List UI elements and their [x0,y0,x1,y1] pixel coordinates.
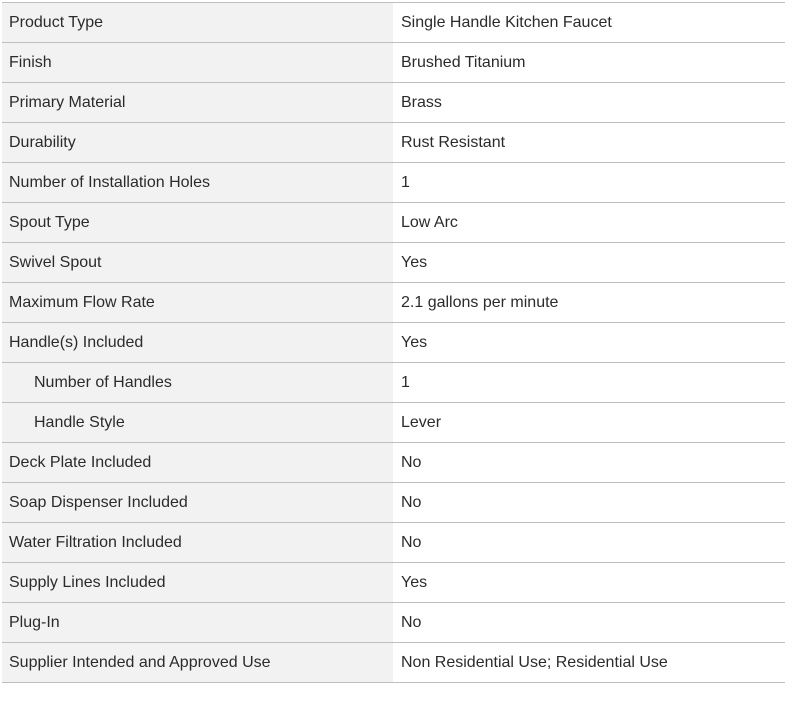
spec-row-deck-plate [2,443,785,483]
spec-label: Supplier Intended and Approved Use [2,643,393,683]
spec-row-spout-type [2,203,785,243]
spec-value: Rust Resistant [393,123,785,163]
spec-row-primary-material [2,83,785,123]
spec-value: Non Residential Use; Residential Use [393,643,785,683]
spec-row-max-flow-rate [2,283,785,323]
spec-label: Finish [2,43,393,83]
spec-label: Primary Material [2,83,393,123]
spec-value: Yes [393,243,785,283]
spec-row-intended-use [2,643,785,683]
spec-sublabel: Number of Handles [2,363,393,403]
spec-value: 1 [393,363,785,403]
spec-value: Yes [393,563,785,603]
spec-row-water-filtration [2,523,785,563]
spec-value: No [393,603,785,643]
spec-row-number-of-handles [2,363,785,403]
spec-value: Lever [393,403,785,443]
spec-label: Soap Dispenser Included [2,483,393,523]
spec-row-finish [2,43,785,83]
spec-label: Product Type [2,3,393,43]
spec-label: Swivel Spout [2,243,393,283]
spec-label: Deck Plate Included [2,443,393,483]
spec-row-handles-included [2,323,785,363]
spec-row-handle-style [2,403,785,443]
spec-value: No [393,443,785,483]
spec-label: Number of Installation Holes [2,163,393,203]
spec-value: 2.1 gallons per minute [393,283,785,323]
spec-value: Single Handle Kitchen Faucet [393,3,785,43]
spec-label: Maximum Flow Rate [2,283,393,323]
spec-value: Yes [393,323,785,363]
spec-value: Low Arc [393,203,785,243]
spec-label: Plug-In [2,603,393,643]
spec-row-durability [2,123,785,163]
spec-row-product-type [2,3,785,43]
spec-value: No [393,523,785,563]
spec-row-installation-holes [2,163,785,203]
spec-label: Water Filtration Included [2,523,393,563]
spec-row-soap-dispenser [2,483,785,523]
spec-value: 1 [393,163,785,203]
specifications-table [2,2,785,683]
spec-label: Handle(s) Included [2,323,393,363]
spec-label: Durability [2,123,393,163]
spec-value: No [393,483,785,523]
spec-label: Supply Lines Included [2,563,393,603]
spec-sublabel: Handle Style [2,403,393,443]
spec-row-swivel-spout [2,243,785,283]
spec-value: Brushed Titanium [393,43,785,83]
spec-value: Brass [393,83,785,123]
spec-row-plug-in [2,603,785,643]
spec-row-supply-lines [2,563,785,603]
spec-label: Spout Type [2,203,393,243]
